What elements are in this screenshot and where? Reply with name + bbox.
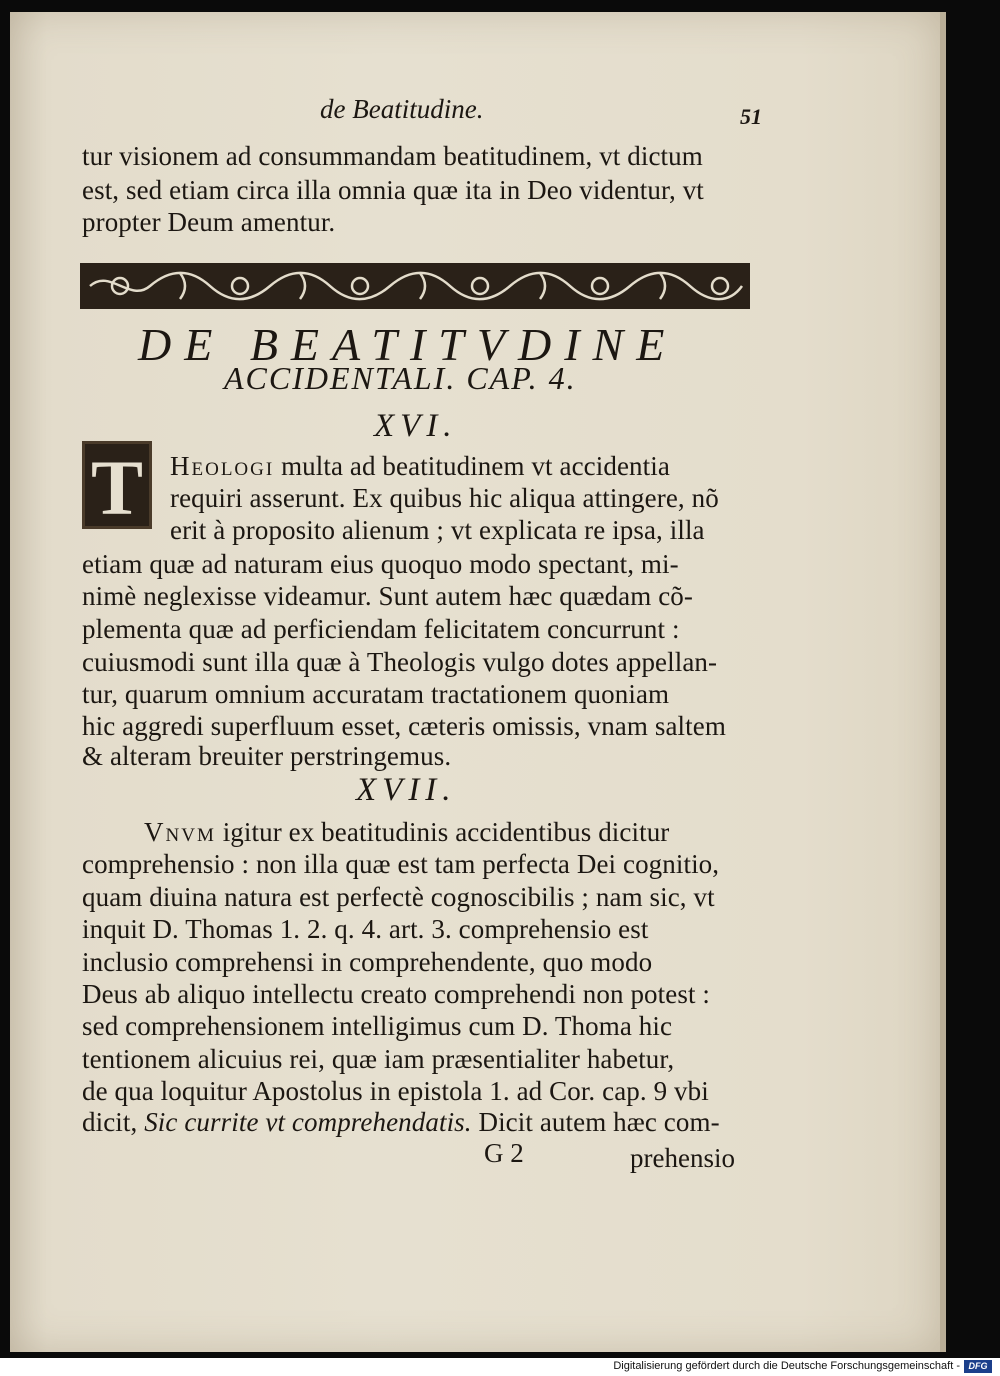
text-line: & alteram breuiter perstringemus.	[82, 741, 452, 771]
page-number: 51	[740, 104, 762, 129]
text-line: comprehensio : non illa quæ est tam perfecta Dei cognitio,	[82, 849, 720, 879]
initial-letter: T	[90, 444, 144, 531]
text-line: tur, quarum omnium accuratam tractationem quoniam	[82, 679, 670, 709]
text-line: inclusio comprehensi in comprehendente, quo modo	[82, 947, 653, 977]
text-line: quam diuina natura est perfectè cognoscibilis ; nam sic, vt	[82, 882, 715, 912]
funding-notice: Digitalisierung gefördert durch die Deutsche Forschungsgemeinschaft -	[613, 1360, 960, 1372]
running-head: de Beatitudine.	[320, 94, 484, 124]
text-line	[82, 1106, 720, 1138]
text-line: sed comprehensionem intelligimus cum D. Thoma hic	[82, 1011, 673, 1041]
decorated-initial	[82, 441, 152, 529]
lead-word: Vnvm	[144, 817, 216, 847]
text-line: tur visionem ad consummandam beatitudinem, vt dictum	[82, 141, 703, 171]
text-line	[170, 450, 670, 482]
text-span: dicit,	[82, 1107, 138, 1137]
text-line: erit à proposito alienum ; vt explicata re ipsa, illa	[170, 515, 705, 545]
chapter-title: DE BEATITVDINE	[138, 319, 678, 370]
text-span: igitur ex beatitudinis accidentibus dicitur	[222, 817, 670, 847]
text-line: de qua loquitur Apostolus in epistola 1. ad Cor. cap. 9 vbi	[82, 1076, 709, 1106]
section-number: XVII.	[356, 772, 457, 808]
dfg-logo: DFG	[964, 1360, 992, 1373]
text-line	[144, 816, 669, 848]
text-line: etiam quæ ad naturam eius quoquo modo spectant, mi-	[82, 549, 679, 579]
text-line: plementa quæ ad perficiendam felicitatem concurrunt :	[82, 614, 680, 644]
lead-word: Heologi	[170, 451, 275, 481]
text-line: tentionem alicuius rei, quæ iam præsentialiter habetur,	[82, 1044, 675, 1074]
text-line: hic aggredi superfluum esset, cæteris omissis, vnam saltem	[82, 711, 726, 741]
text-line: est, sed etiam circa illa omnia quæ ita in Deo videntur, vt	[82, 175, 704, 205]
catchword: prehensio	[630, 1143, 735, 1173]
text-line: nimè neglexisse videamur. Sunt autem hæc quædam cõ-	[82, 581, 693, 611]
section-number: XVI.	[374, 408, 458, 444]
chapter-subtitle: ACCIDENTALI. CAP. 4.	[224, 360, 577, 396]
footer-bar	[0, 1358, 1000, 1376]
text-line: cuiusmodi sunt illa quæ à Theologis vulgo dotes appellan-	[82, 647, 718, 677]
page-edge	[940, 12, 946, 1352]
text-line: requiri asserunt. Ex quibus hic aliqua attingere, nõ	[170, 483, 719, 513]
text-line: Deus ab aliquo intellectu creato comprehendi non potest :	[82, 979, 711, 1009]
text-line: inquit D. Thomas 1. 2. q. 4. art. 3. comprehensio est	[82, 914, 649, 944]
decorative-headpiece	[80, 263, 750, 309]
text-span: Dicit autem hæc com-	[478, 1107, 720, 1137]
text-span: multa ad beatitudinem vt accidentia	[281, 451, 670, 481]
scripture-quote: Sic currite vt comprehendatis.	[144, 1107, 472, 1137]
text-line: propter Deum amentur.	[82, 207, 336, 237]
signature-mark: G 2	[484, 1138, 524, 1168]
